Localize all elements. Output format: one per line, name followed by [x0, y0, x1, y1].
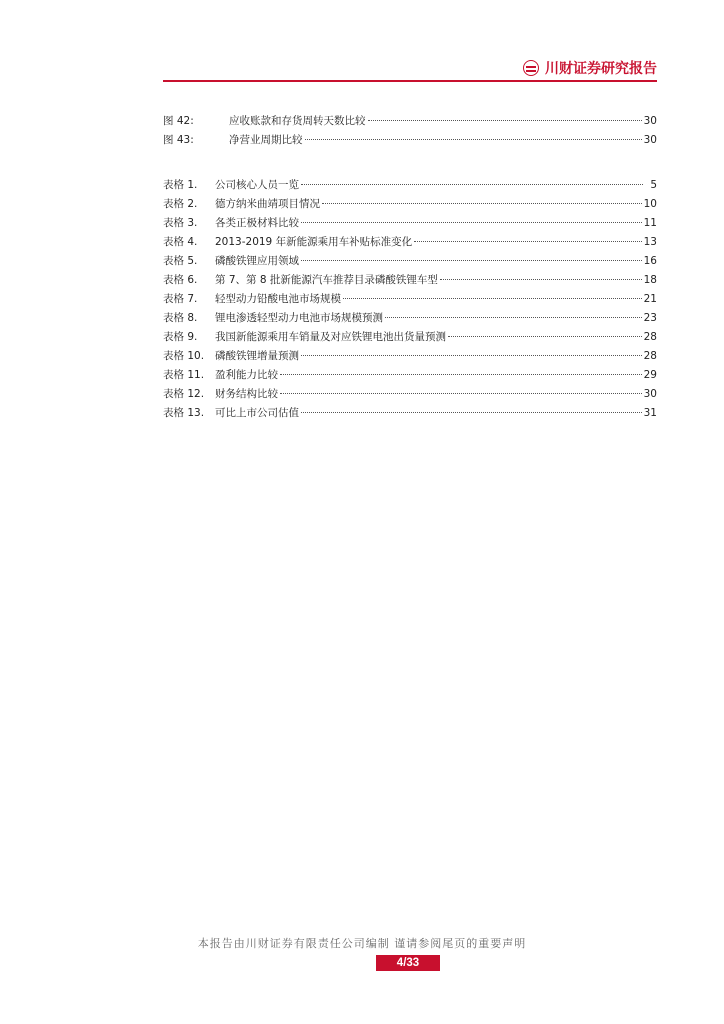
entry-title: 净营业周期比较: [229, 134, 303, 146]
entry-title: 各类正极材料比较: [215, 217, 299, 229]
entry-prefix: 表格 4.: [163, 236, 198, 248]
dot-leader: [414, 241, 642, 242]
toc-entry-figure-42[interactable]: [163, 112, 657, 131]
toc-entry-table-13[interactable]: [163, 404, 657, 423]
section-gap: [163, 150, 657, 176]
dot-leader: [280, 393, 642, 394]
toc-entry-table-6[interactable]: [163, 271, 657, 290]
dot-leader: [301, 184, 643, 185]
toc-entry-table-9[interactable]: [163, 328, 657, 347]
entry-title: 德方纳米曲靖项目情况: [215, 198, 320, 210]
toc-entry-table-8[interactable]: [163, 309, 657, 328]
dot-leader: [385, 317, 642, 318]
toc-entry-table-10[interactable]: [163, 347, 657, 366]
entry-prefix: 表格 5.: [163, 255, 198, 267]
entry-prefix: 表格 11.: [163, 369, 205, 381]
entry-page: 30: [643, 115, 657, 127]
toc-entry-table-4[interactable]: [163, 233, 657, 252]
table-of-contents: [163, 112, 657, 423]
dot-leader: [343, 298, 642, 299]
entry-title: 轻型动力铅酸电池市场规模: [215, 293, 341, 305]
entry-title: 公司核心人员一览: [215, 179, 299, 191]
brand-name: 川财证券研究报告: [545, 61, 657, 77]
dot-leader: [368, 120, 642, 121]
toc-entry-table-3[interactable]: [163, 214, 657, 233]
header-rule: [163, 80, 657, 82]
dot-leader: [280, 374, 642, 375]
entry-title: 应收账款和存货周转天数比较: [229, 115, 366, 127]
dot-leader: [301, 260, 642, 261]
toc-entry-table-2[interactable]: [163, 195, 657, 214]
entry-prefix: 表格 13.: [163, 407, 205, 419]
entry-page: 23: [643, 312, 657, 324]
entry-title: 锂电渗透轻型动力电池市场规模预测: [215, 312, 383, 324]
entry-page: 29: [643, 369, 657, 381]
entry-prefix: 图 43:: [163, 134, 194, 146]
entry-prefix: 表格 3.: [163, 217, 198, 229]
entry-title: 财务结构比较: [215, 388, 278, 400]
entry-page: 16: [643, 255, 657, 267]
entry-title: 2013-2019 年新能源乘用车补贴标准变化: [215, 236, 413, 248]
entry-title: 可比上市公司估值: [215, 407, 299, 419]
dot-leader: [301, 412, 642, 413]
toc-entry-table-1[interactable]: [163, 176, 657, 195]
entry-page: 11: [643, 217, 657, 229]
entry-prefix: 表格 12.: [163, 388, 205, 400]
entry-prefix: 表格 9.: [163, 331, 198, 343]
entry-prefix: 表格 6.: [163, 274, 198, 286]
toc-entry-table-11[interactable]: [163, 366, 657, 385]
entry-page: 5: [650, 179, 657, 191]
page-number-badge: 4/33: [376, 955, 440, 971]
toc-entry-table-5[interactable]: [163, 252, 657, 271]
entry-prefix: 表格 7.: [163, 293, 198, 305]
toc-entry-table-7[interactable]: [163, 290, 657, 309]
dot-leader: [305, 139, 642, 140]
entry-prefix: 表格 10.: [163, 350, 205, 362]
toc-entry-figure-43[interactable]: [163, 131, 657, 150]
entry-page: 18: [643, 274, 657, 286]
entry-page: 30: [643, 134, 657, 146]
entry-page: 28: [643, 331, 657, 343]
entry-title: 第 7、第 8 批新能源汽车推荐目录磷酸铁锂车型: [215, 274, 438, 286]
dot-leader: [322, 203, 642, 204]
chuancai-logo-icon: [523, 60, 539, 76]
dot-leader: [301, 355, 642, 356]
entry-prefix: 表格 2.: [163, 198, 198, 210]
page-header: [163, 58, 657, 82]
dot-leader: [440, 279, 642, 280]
entry-prefix: 表格 8.: [163, 312, 198, 324]
entry-title: 我国新能源乘用车销量及对应铁锂电池出货量预测: [215, 331, 446, 343]
entry-page: 28: [643, 350, 657, 362]
dot-leader: [448, 336, 642, 337]
brand: [523, 58, 657, 78]
entry-page: 21: [643, 293, 657, 305]
entry-title: 磷酸铁锂应用领域: [215, 255, 299, 267]
entry-page: 10: [643, 198, 657, 210]
entry-page: 31: [643, 407, 657, 419]
entry-prefix: 表格 1.: [163, 179, 198, 191]
footer-disclaimer: 本报告由川财证券有限责任公司编制 谨请参阅尾页的重要声明: [197, 937, 527, 950]
entry-title: 磷酸铁锂增量预测: [215, 350, 299, 362]
entry-page: 30: [643, 388, 657, 400]
entry-prefix: 图 42:: [163, 115, 194, 127]
entry-title: 盈利能力比较: [215, 369, 278, 381]
entry-page: 13: [643, 236, 657, 248]
toc-entry-table-12[interactable]: [163, 385, 657, 404]
dot-leader: [301, 222, 642, 223]
